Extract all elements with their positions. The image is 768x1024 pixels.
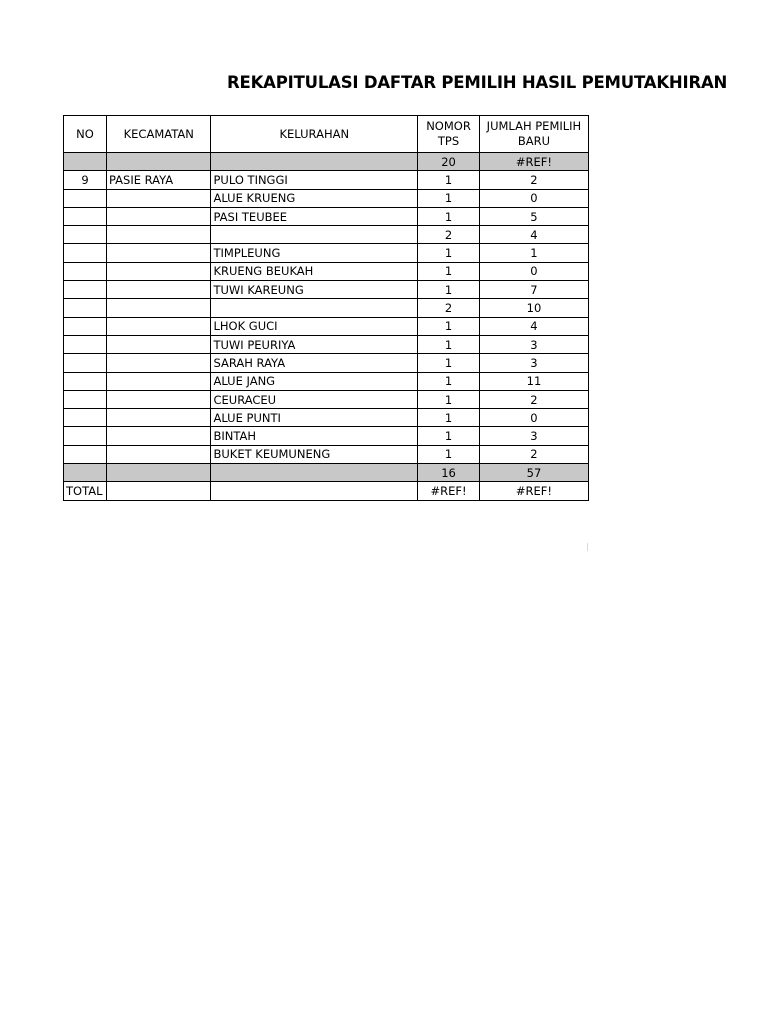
cell-no: [64, 445, 107, 463]
cell-kecamatan: [106, 189, 211, 207]
sheet-title: REKAPITULASI DAFTAR PEMILIH HASIL PEMUTAKHIRAN: [227, 73, 728, 92]
cell-kelurahan: [211, 226, 418, 244]
cell-tps: 1: [418, 354, 480, 372]
cell-jumlah: 3: [479, 427, 588, 445]
table-row: [64, 244, 589, 262]
cell-kelurahan: TUWI KAREUNG: [211, 281, 418, 299]
cell-no: [64, 207, 107, 225]
cell-tps: 1: [418, 207, 480, 225]
cell-kecamatan: [106, 372, 211, 390]
subtotal-cell-empty: [211, 153, 418, 171]
cell-kecamatan: [106, 390, 211, 408]
cell-jumlah: 4: [479, 317, 588, 335]
subtotal-cell-empty: [106, 464, 211, 482]
subtotal-cell-empty: [64, 464, 107, 482]
cell-no: [64, 281, 107, 299]
table-row: [64, 335, 589, 353]
header-no: NO: [64, 116, 107, 153]
table-row: [64, 317, 589, 335]
cell-tps: 1: [418, 427, 480, 445]
cell-no: [64, 244, 107, 262]
cell-kelurahan: TIMPLEUNG: [211, 244, 418, 262]
subtotal-top-tps: 20: [418, 153, 480, 171]
cell-kelurahan: [211, 299, 418, 317]
subtotal-bottom-tps: 16: [418, 464, 480, 482]
cell-kecamatan: [106, 226, 211, 244]
cell-kecamatan: [106, 207, 211, 225]
header-row: [64, 116, 589, 153]
header-nomor-tps: NOMOR TPS: [418, 116, 480, 153]
cell-no: [64, 317, 107, 335]
cell-no: 9: [64, 171, 107, 189]
subtotal-cell-empty: [211, 464, 418, 482]
cell-no: [64, 226, 107, 244]
total-label: TOTAL: [64, 482, 107, 500]
table-row: [64, 390, 589, 408]
cell-tps: 1: [418, 372, 480, 390]
cell-jumlah: 0: [479, 262, 588, 280]
cell-kelurahan: BINTAH: [211, 427, 418, 445]
cell-kelurahan: CEURACEU: [211, 390, 418, 408]
table-row: [64, 445, 589, 463]
page-break-marker: [587, 543, 588, 551]
cell-jumlah: 0: [479, 409, 588, 427]
cell-kelurahan: KRUENG BEUKAH: [211, 262, 418, 280]
cell-tps: 1: [418, 281, 480, 299]
cell-jumlah: 4: [479, 226, 588, 244]
header-kecamatan: KECAMATAN: [106, 116, 211, 153]
cell-jumlah: 3: [479, 354, 588, 372]
total-cell-empty: [211, 482, 418, 500]
cell-kecamatan: [106, 262, 211, 280]
cell-kecamatan: [106, 317, 211, 335]
cell-kecamatan: [106, 281, 211, 299]
table-row: [64, 354, 589, 372]
table-row: [64, 427, 589, 445]
table-row: [64, 372, 589, 390]
cell-no: [64, 335, 107, 353]
cell-kecamatan: [106, 445, 211, 463]
cell-jumlah: 10: [479, 299, 588, 317]
header-jumlah-pemilih-baru: JUMLAH PEMILIH BARU: [479, 116, 588, 153]
table-row: [64, 262, 589, 280]
cell-tps: 1: [418, 189, 480, 207]
table-row: [64, 171, 589, 189]
subtotal-cell-empty: [106, 153, 211, 171]
total-row: [64, 482, 589, 500]
subtotal-row-bottom: [64, 464, 589, 482]
cell-no: [64, 372, 107, 390]
cell-kelurahan: ALUE PUNTI: [211, 409, 418, 427]
cell-tps: 2: [418, 299, 480, 317]
cell-kelurahan: SARAH RAYA: [211, 354, 418, 372]
cell-kecamatan: [106, 427, 211, 445]
cell-tps: 1: [418, 409, 480, 427]
cell-kecamatan: [106, 354, 211, 372]
total-tps: #REF!: [418, 482, 480, 500]
cell-no: [64, 427, 107, 445]
cell-kelurahan: TUWI PEURIYA: [211, 335, 418, 353]
cell-tps: 1: [418, 244, 480, 262]
cell-kelurahan: ALUE JANG: [211, 372, 418, 390]
cell-tps: 1: [418, 335, 480, 353]
cell-tps: 1: [418, 390, 480, 408]
cell-jumlah: 11: [479, 372, 588, 390]
cell-tps: 2: [418, 226, 480, 244]
total-jumlah: #REF!: [479, 482, 588, 500]
table-row: [64, 226, 589, 244]
cell-no: [64, 390, 107, 408]
cell-tps: 1: [418, 445, 480, 463]
cell-kecamatan: [106, 244, 211, 262]
cell-kelurahan: ALUE KRUENG: [211, 189, 418, 207]
cell-kelurahan: PASI TEUBEE: [211, 207, 418, 225]
cell-kelurahan: BUKET KEUMUNENG: [211, 445, 418, 463]
cell-jumlah: 3: [479, 335, 588, 353]
cell-no: [64, 409, 107, 427]
header-kelurahan: KELURAHAN: [211, 116, 418, 153]
cell-tps: 1: [418, 171, 480, 189]
cell-no: [64, 354, 107, 372]
cell-jumlah: 2: [479, 445, 588, 463]
cell-jumlah: 2: [479, 390, 588, 408]
cell-tps: 1: [418, 262, 480, 280]
total-cell-empty: [106, 482, 211, 500]
subtotal-bottom-jumlah: 57: [479, 464, 588, 482]
cell-jumlah: 7: [479, 281, 588, 299]
table-row: [64, 299, 589, 317]
table-row: [64, 189, 589, 207]
cell-jumlah: 2: [479, 171, 588, 189]
cell-kecamatan: [106, 409, 211, 427]
table-row: [64, 281, 589, 299]
subtotal-top-jumlah: #REF!: [479, 153, 588, 171]
cell-kelurahan: PULO TINGGI: [211, 171, 418, 189]
table-row: [64, 207, 589, 225]
cell-kelurahan: LHOK GUCI: [211, 317, 418, 335]
cell-kecamatan: PASIE RAYA: [106, 171, 211, 189]
recap-table: [63, 115, 589, 501]
subtotal-cell-empty: [64, 153, 107, 171]
cell-no: [64, 262, 107, 280]
cell-jumlah: 0: [479, 189, 588, 207]
cell-no: [64, 299, 107, 317]
cell-jumlah: 1: [479, 244, 588, 262]
cell-jumlah: 5: [479, 207, 588, 225]
subtotal-row-top: [64, 153, 589, 171]
cell-kecamatan: [106, 335, 211, 353]
cell-kecamatan: [106, 299, 211, 317]
table-row: [64, 409, 589, 427]
cell-no: [64, 189, 107, 207]
cell-tps: 1: [418, 317, 480, 335]
